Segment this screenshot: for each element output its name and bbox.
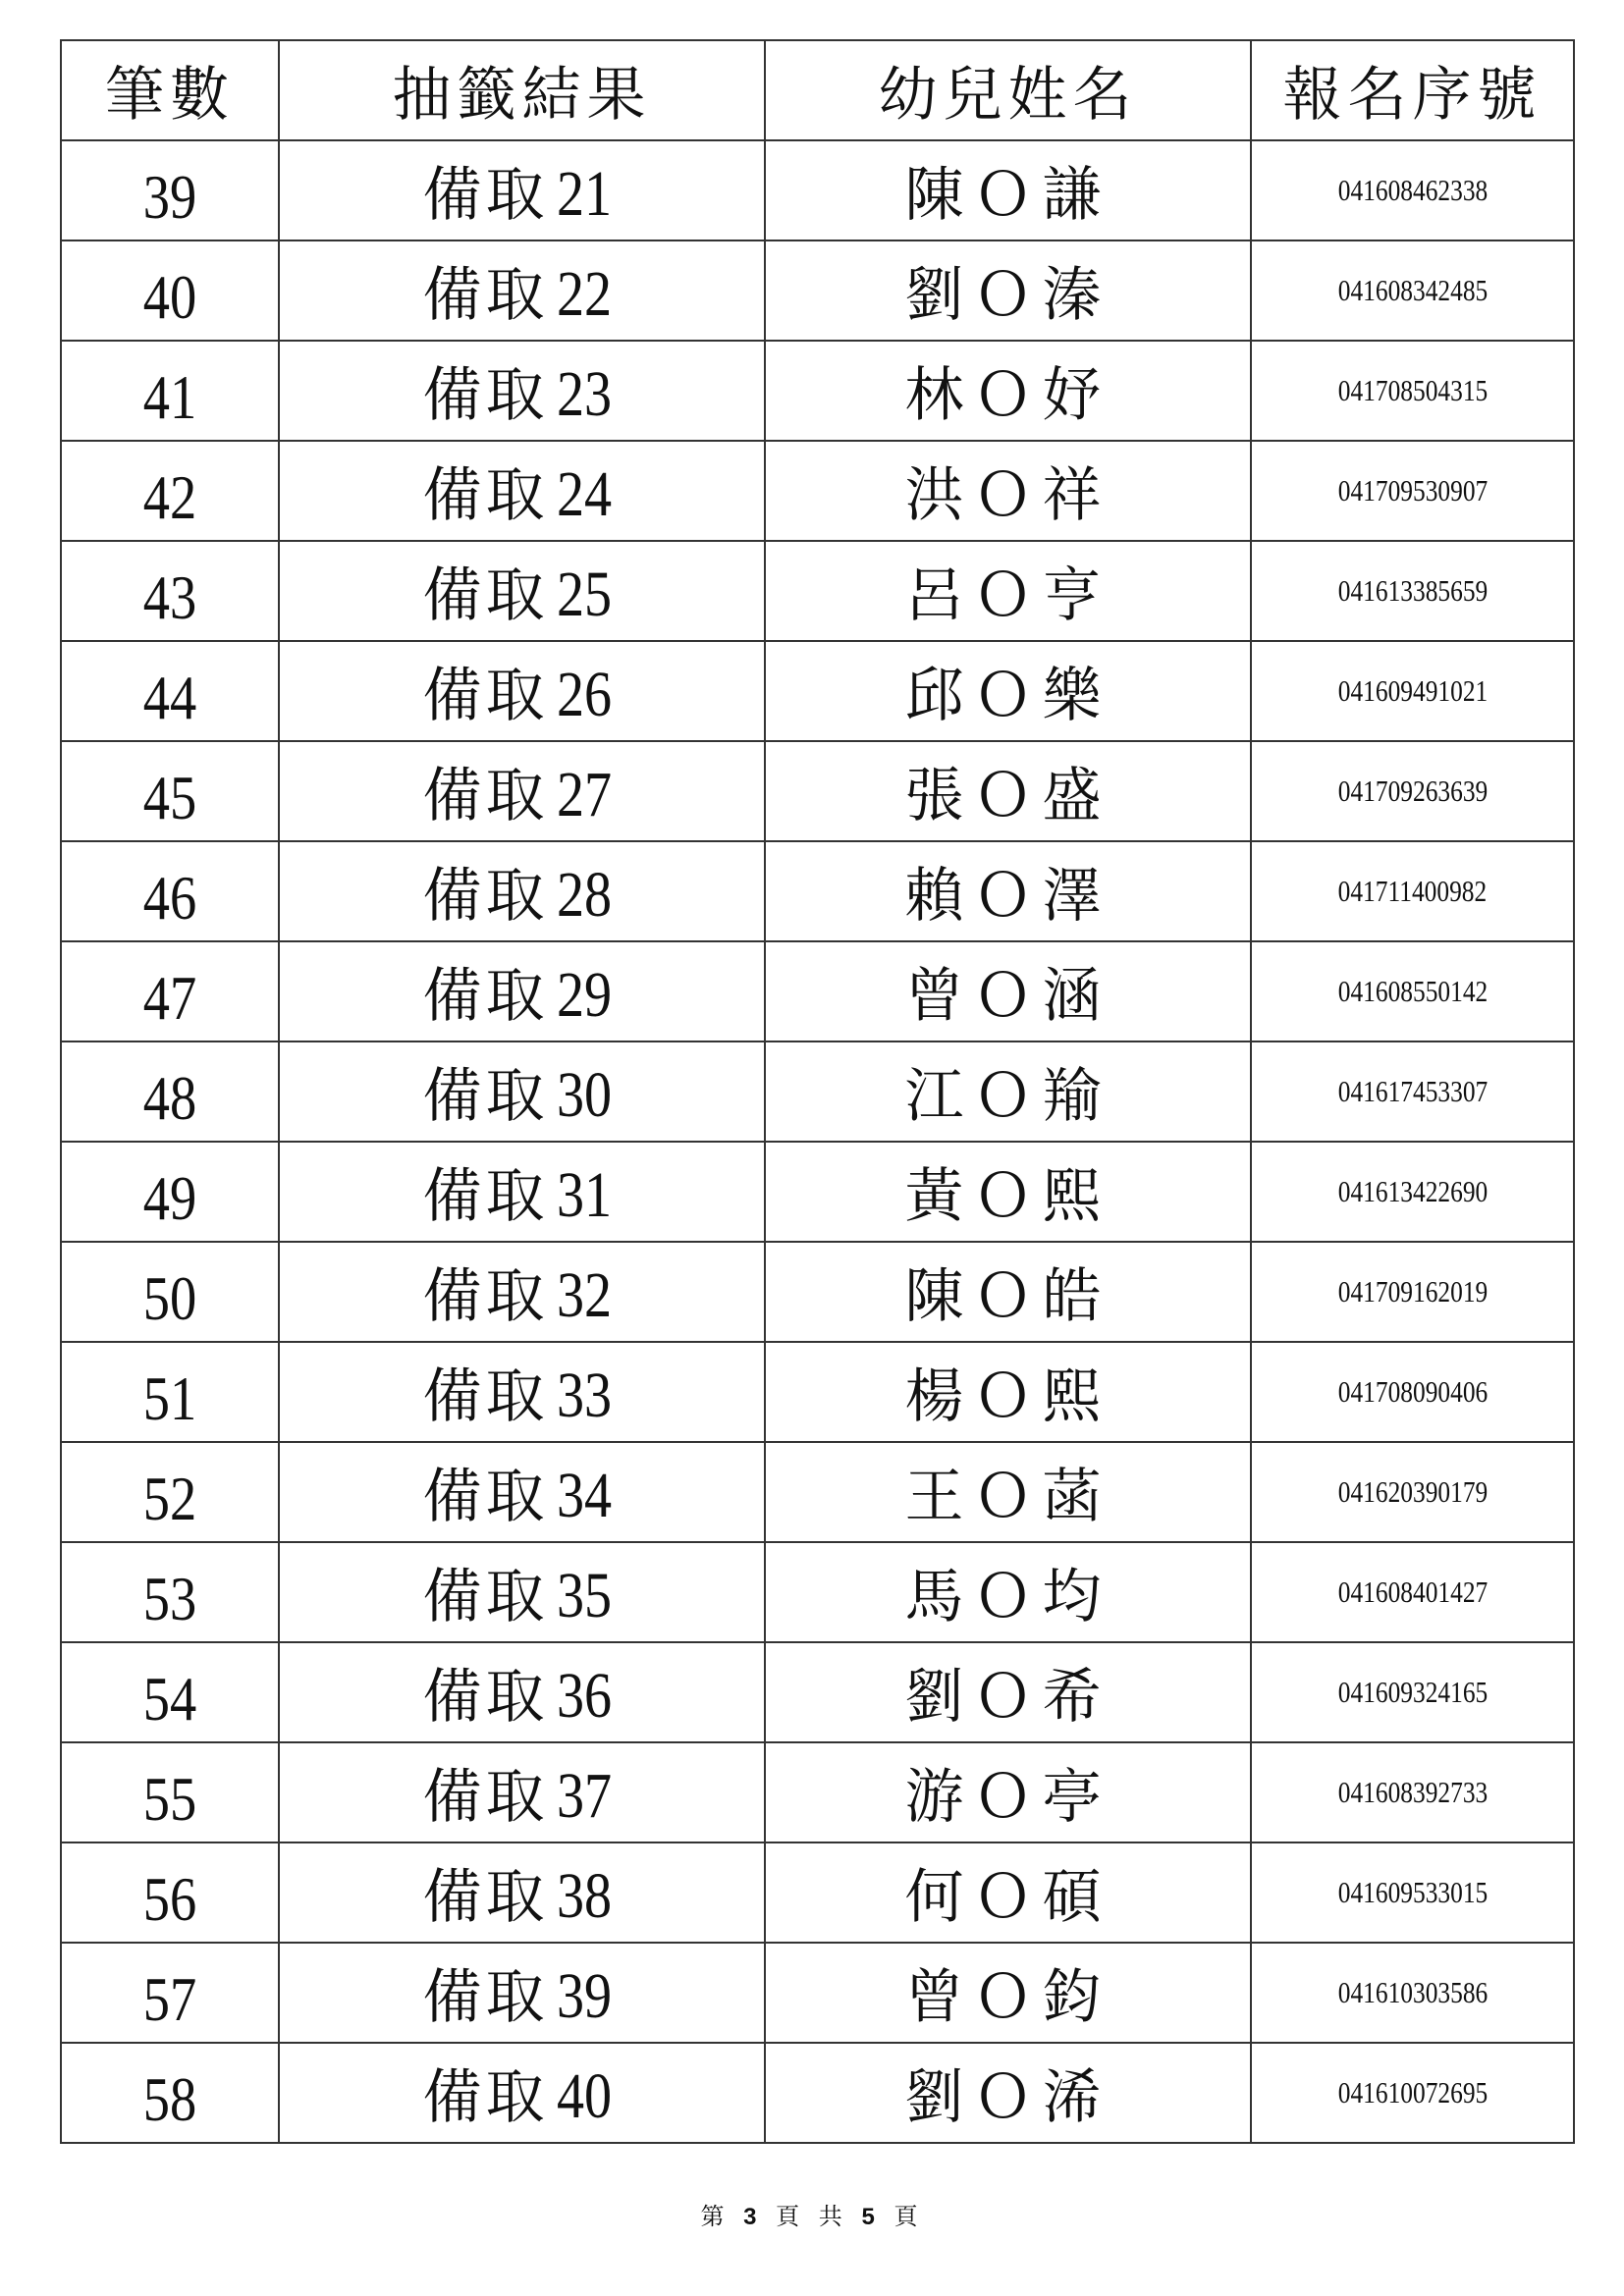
row-serial: 041617453307 bbox=[1337, 1074, 1488, 1108]
row-serial: 041608392733 bbox=[1337, 1775, 1488, 1809]
row-serial: 041613385659 bbox=[1337, 573, 1488, 608]
row-result-cell bbox=[279, 1842, 765, 1943]
row-serial: 041610072695 bbox=[1337, 2075, 1488, 2109]
row-serial: 041620390179 bbox=[1337, 1474, 1488, 1509]
row-result-number: 30 bbox=[556, 1059, 612, 1131]
table-row bbox=[61, 841, 1574, 941]
row-child-name: 洪Ｏ祥 bbox=[765, 441, 1251, 541]
row-count: 39 bbox=[142, 162, 197, 232]
row-serial-cell bbox=[1251, 1142, 1574, 1242]
row-child-name: 游Ｏ亭 bbox=[765, 1742, 1251, 1842]
row-count: 42 bbox=[142, 462, 197, 532]
table-body bbox=[61, 140, 1574, 2143]
row-count: 44 bbox=[142, 663, 197, 732]
row-count-cell bbox=[61, 1842, 279, 1943]
row-result-number: 32 bbox=[556, 1259, 612, 1331]
table-row bbox=[61, 2043, 1574, 2143]
row-result-number: 23 bbox=[556, 358, 612, 430]
row-count-cell bbox=[61, 641, 279, 741]
row-result-number: 21 bbox=[556, 158, 612, 230]
row-result-cell bbox=[279, 1342, 765, 1442]
header-result: 抽籤結果 bbox=[279, 40, 765, 140]
row-count: 48 bbox=[142, 1063, 197, 1133]
row-result-label: 備取 bbox=[422, 461, 549, 530]
row-count-cell bbox=[61, 1542, 279, 1642]
row-child-name: 陳Ｏ謙 bbox=[765, 140, 1251, 240]
row-result-cell bbox=[279, 1242, 765, 1342]
row-serial: 041608550142 bbox=[1337, 974, 1488, 1008]
row-count-cell bbox=[61, 441, 279, 541]
row-serial: 041608342485 bbox=[1337, 273, 1488, 307]
row-result-label: 備取 bbox=[422, 762, 549, 830]
row-child-name: 呂Ｏ亨 bbox=[765, 541, 1251, 641]
row-count: 43 bbox=[142, 562, 197, 632]
row-count: 55 bbox=[142, 1764, 197, 1834]
footer-middle: 頁 共 bbox=[776, 2203, 848, 2230]
row-result-number: 26 bbox=[556, 659, 612, 730]
row-count-cell bbox=[61, 341, 279, 441]
row-result-cell bbox=[279, 941, 765, 1041]
row-serial-cell bbox=[1251, 641, 1574, 741]
row-child-name: 劉Ｏ希 bbox=[765, 1642, 1251, 1742]
footer-suffix: 頁 bbox=[893, 2203, 924, 2230]
row-serial-cell bbox=[1251, 441, 1574, 541]
table-row bbox=[61, 1943, 1574, 2043]
row-result-label: 備取 bbox=[422, 561, 549, 630]
table-row bbox=[61, 1642, 1574, 1742]
row-result-label: 備取 bbox=[422, 1463, 549, 1531]
table-header-row bbox=[61, 40, 1574, 140]
row-result-cell bbox=[279, 541, 765, 641]
row-serial: 041608462338 bbox=[1337, 173, 1488, 207]
row-serial-cell bbox=[1251, 1943, 1574, 2043]
table-row bbox=[61, 1242, 1574, 1342]
table-row bbox=[61, 441, 1574, 541]
lottery-results-table bbox=[60, 39, 1575, 2144]
row-result-cell bbox=[279, 341, 765, 441]
row-result-label: 備取 bbox=[422, 2063, 549, 2132]
row-serial-cell bbox=[1251, 341, 1574, 441]
row-child-name: 林Ｏ妤 bbox=[765, 341, 1251, 441]
footer-total-pages: 5 bbox=[861, 2204, 881, 2230]
lottery-results-sheet bbox=[60, 39, 1573, 2144]
table-row bbox=[61, 1041, 1574, 1142]
row-result-cell bbox=[279, 140, 765, 240]
row-result-number: 35 bbox=[556, 1560, 612, 1631]
page-footer bbox=[0, 2197, 1624, 2231]
row-child-name: 黃Ｏ熙 bbox=[765, 1142, 1251, 1242]
row-count-cell bbox=[61, 741, 279, 841]
row-serial-cell bbox=[1251, 941, 1574, 1041]
row-count-cell bbox=[61, 1242, 279, 1342]
row-count-cell bbox=[61, 1041, 279, 1142]
row-child-name: 何Ｏ碩 bbox=[765, 1842, 1251, 1943]
row-count: 45 bbox=[142, 763, 197, 832]
header-count: 筆數 bbox=[61, 40, 279, 140]
table-row bbox=[61, 741, 1574, 841]
row-result-number: 37 bbox=[556, 1760, 612, 1832]
table-row bbox=[61, 341, 1574, 441]
row-result-number: 22 bbox=[556, 258, 612, 330]
row-serial-cell bbox=[1251, 1742, 1574, 1842]
row-serial: 041609491021 bbox=[1337, 673, 1488, 708]
table-row bbox=[61, 1142, 1574, 1242]
row-child-name: 江Ｏ羭 bbox=[765, 1041, 1251, 1142]
row-result-label: 備取 bbox=[422, 862, 549, 931]
row-child-name: 楊Ｏ熙 bbox=[765, 1342, 1251, 1442]
row-result-number: 29 bbox=[556, 959, 612, 1031]
row-count-cell bbox=[61, 941, 279, 1041]
row-count: 58 bbox=[142, 2064, 197, 2134]
header-name: 幼兒姓名 bbox=[765, 40, 1251, 140]
row-result-cell bbox=[279, 1742, 765, 1842]
row-result-number: 33 bbox=[556, 1360, 612, 1431]
row-count-cell bbox=[61, 541, 279, 641]
table-row bbox=[61, 641, 1574, 741]
row-result-cell bbox=[279, 1442, 765, 1542]
row-serial-cell bbox=[1251, 1642, 1574, 1742]
row-result-number: 34 bbox=[556, 1460, 612, 1531]
row-serial-cell bbox=[1251, 841, 1574, 941]
row-child-name: 劉Ｏ浠 bbox=[765, 2043, 1251, 2143]
row-result-label: 備取 bbox=[422, 1763, 549, 1832]
row-serial-cell bbox=[1251, 1342, 1574, 1442]
row-result-label: 備取 bbox=[422, 161, 549, 230]
row-child-name: 陳Ｏ皓 bbox=[765, 1242, 1251, 1342]
row-result-number: 25 bbox=[556, 559, 612, 630]
table-row bbox=[61, 1442, 1574, 1542]
row-count-cell bbox=[61, 240, 279, 341]
table-row bbox=[61, 140, 1574, 240]
row-serial: 041711400982 bbox=[1337, 874, 1488, 908]
row-count: 49 bbox=[142, 1163, 197, 1233]
row-result-label: 備取 bbox=[422, 1663, 549, 1732]
row-child-name: 劉Ｏ溱 bbox=[765, 240, 1251, 341]
row-result-cell bbox=[279, 1642, 765, 1742]
row-serial-cell bbox=[1251, 240, 1574, 341]
table-row bbox=[61, 1342, 1574, 1442]
row-serial: 041708504315 bbox=[1337, 373, 1488, 407]
row-result-label: 備取 bbox=[422, 1362, 549, 1431]
row-result-cell bbox=[279, 841, 765, 941]
row-serial: 041609533015 bbox=[1337, 1875, 1488, 1909]
footer-prefix: 第 bbox=[700, 2203, 731, 2230]
row-result-label: 備取 bbox=[422, 361, 549, 430]
row-count: 56 bbox=[142, 1864, 197, 1934]
row-count: 46 bbox=[142, 863, 197, 933]
row-count: 47 bbox=[142, 963, 197, 1033]
row-count: 54 bbox=[142, 1664, 197, 1734]
row-result-number: 31 bbox=[556, 1159, 612, 1231]
table-row bbox=[61, 1842, 1574, 1943]
row-result-label: 備取 bbox=[422, 1162, 549, 1231]
row-serial: 041709162019 bbox=[1337, 1274, 1488, 1308]
row-result-cell bbox=[279, 641, 765, 741]
row-result-label: 備取 bbox=[422, 1563, 549, 1631]
row-result-cell bbox=[279, 441, 765, 541]
row-count: 50 bbox=[142, 1263, 197, 1333]
row-result-label: 備取 bbox=[422, 962, 549, 1031]
row-child-name: 王Ｏ菡 bbox=[765, 1442, 1251, 1542]
row-serial-cell bbox=[1251, 1242, 1574, 1342]
row-serial-cell bbox=[1251, 1842, 1574, 1943]
table-row bbox=[61, 1542, 1574, 1642]
row-serial: 041613422690 bbox=[1337, 1174, 1488, 1208]
row-result-cell bbox=[279, 1943, 765, 2043]
row-child-name: 曾Ｏ鈞 bbox=[765, 1943, 1251, 2043]
row-serial-cell bbox=[1251, 140, 1574, 240]
row-serial-cell bbox=[1251, 741, 1574, 841]
row-count-cell bbox=[61, 1642, 279, 1742]
row-serial: 041709263639 bbox=[1337, 774, 1488, 808]
row-count-cell bbox=[61, 1742, 279, 1842]
row-result-cell bbox=[279, 1142, 765, 1242]
row-result-number: 39 bbox=[556, 1960, 612, 2032]
row-child-name: 邱Ｏ樂 bbox=[765, 641, 1251, 741]
row-result-label: 備取 bbox=[422, 1062, 549, 1131]
row-result-number: 28 bbox=[556, 859, 612, 931]
row-result-cell bbox=[279, 1542, 765, 1642]
table-row bbox=[61, 941, 1574, 1041]
row-result-number: 40 bbox=[556, 2060, 612, 2132]
row-result-number: 38 bbox=[556, 1860, 612, 1932]
row-count-cell bbox=[61, 1442, 279, 1542]
row-serial: 041709530907 bbox=[1337, 473, 1488, 507]
row-serial-cell bbox=[1251, 2043, 1574, 2143]
header-serial: 報名序號 bbox=[1251, 40, 1574, 140]
row-child-name: 張Ｏ盛 bbox=[765, 741, 1251, 841]
row-result-number: 27 bbox=[556, 759, 612, 830]
row-count: 51 bbox=[142, 1363, 197, 1433]
row-result-label: 備取 bbox=[422, 1963, 549, 2032]
row-serial: 041609324165 bbox=[1337, 1675, 1488, 1709]
row-serial-cell bbox=[1251, 1542, 1574, 1642]
row-result-cell bbox=[279, 1041, 765, 1142]
row-serial-cell bbox=[1251, 541, 1574, 641]
row-count: 52 bbox=[142, 1464, 197, 1533]
row-child-name: 賴Ｏ澤 bbox=[765, 841, 1251, 941]
row-result-label: 備取 bbox=[422, 1262, 549, 1331]
row-child-name: 馬Ｏ均 bbox=[765, 1542, 1251, 1642]
row-count: 57 bbox=[142, 1964, 197, 2034]
row-count: 53 bbox=[142, 1564, 197, 1633]
row-result-cell bbox=[279, 240, 765, 341]
row-serial-cell bbox=[1251, 1442, 1574, 1542]
row-result-label: 備取 bbox=[422, 261, 549, 330]
row-serial-cell bbox=[1251, 1041, 1574, 1142]
row-result-label: 備取 bbox=[422, 1863, 549, 1932]
row-child-name: 曾Ｏ涵 bbox=[765, 941, 1251, 1041]
row-count-cell bbox=[61, 140, 279, 240]
table-row bbox=[61, 541, 1574, 641]
row-count-cell bbox=[61, 841, 279, 941]
row-count-cell bbox=[61, 1142, 279, 1242]
row-count-cell bbox=[61, 1342, 279, 1442]
row-count: 40 bbox=[142, 262, 197, 332]
row-count-cell bbox=[61, 1943, 279, 2043]
row-result-cell bbox=[279, 2043, 765, 2143]
row-count: 41 bbox=[142, 362, 197, 432]
row-result-number: 36 bbox=[556, 1660, 612, 1732]
table-row bbox=[61, 1742, 1574, 1842]
row-result-number: 24 bbox=[556, 458, 612, 530]
row-serial: 041608401427 bbox=[1337, 1575, 1488, 1609]
row-result-cell bbox=[279, 741, 765, 841]
table-row bbox=[61, 240, 1574, 341]
row-count-cell bbox=[61, 2043, 279, 2143]
footer-current-page: 3 bbox=[743, 2204, 763, 2230]
row-serial: 041708090406 bbox=[1337, 1374, 1488, 1409]
row-result-label: 備取 bbox=[422, 662, 549, 730]
row-serial: 041610303586 bbox=[1337, 1975, 1488, 2009]
